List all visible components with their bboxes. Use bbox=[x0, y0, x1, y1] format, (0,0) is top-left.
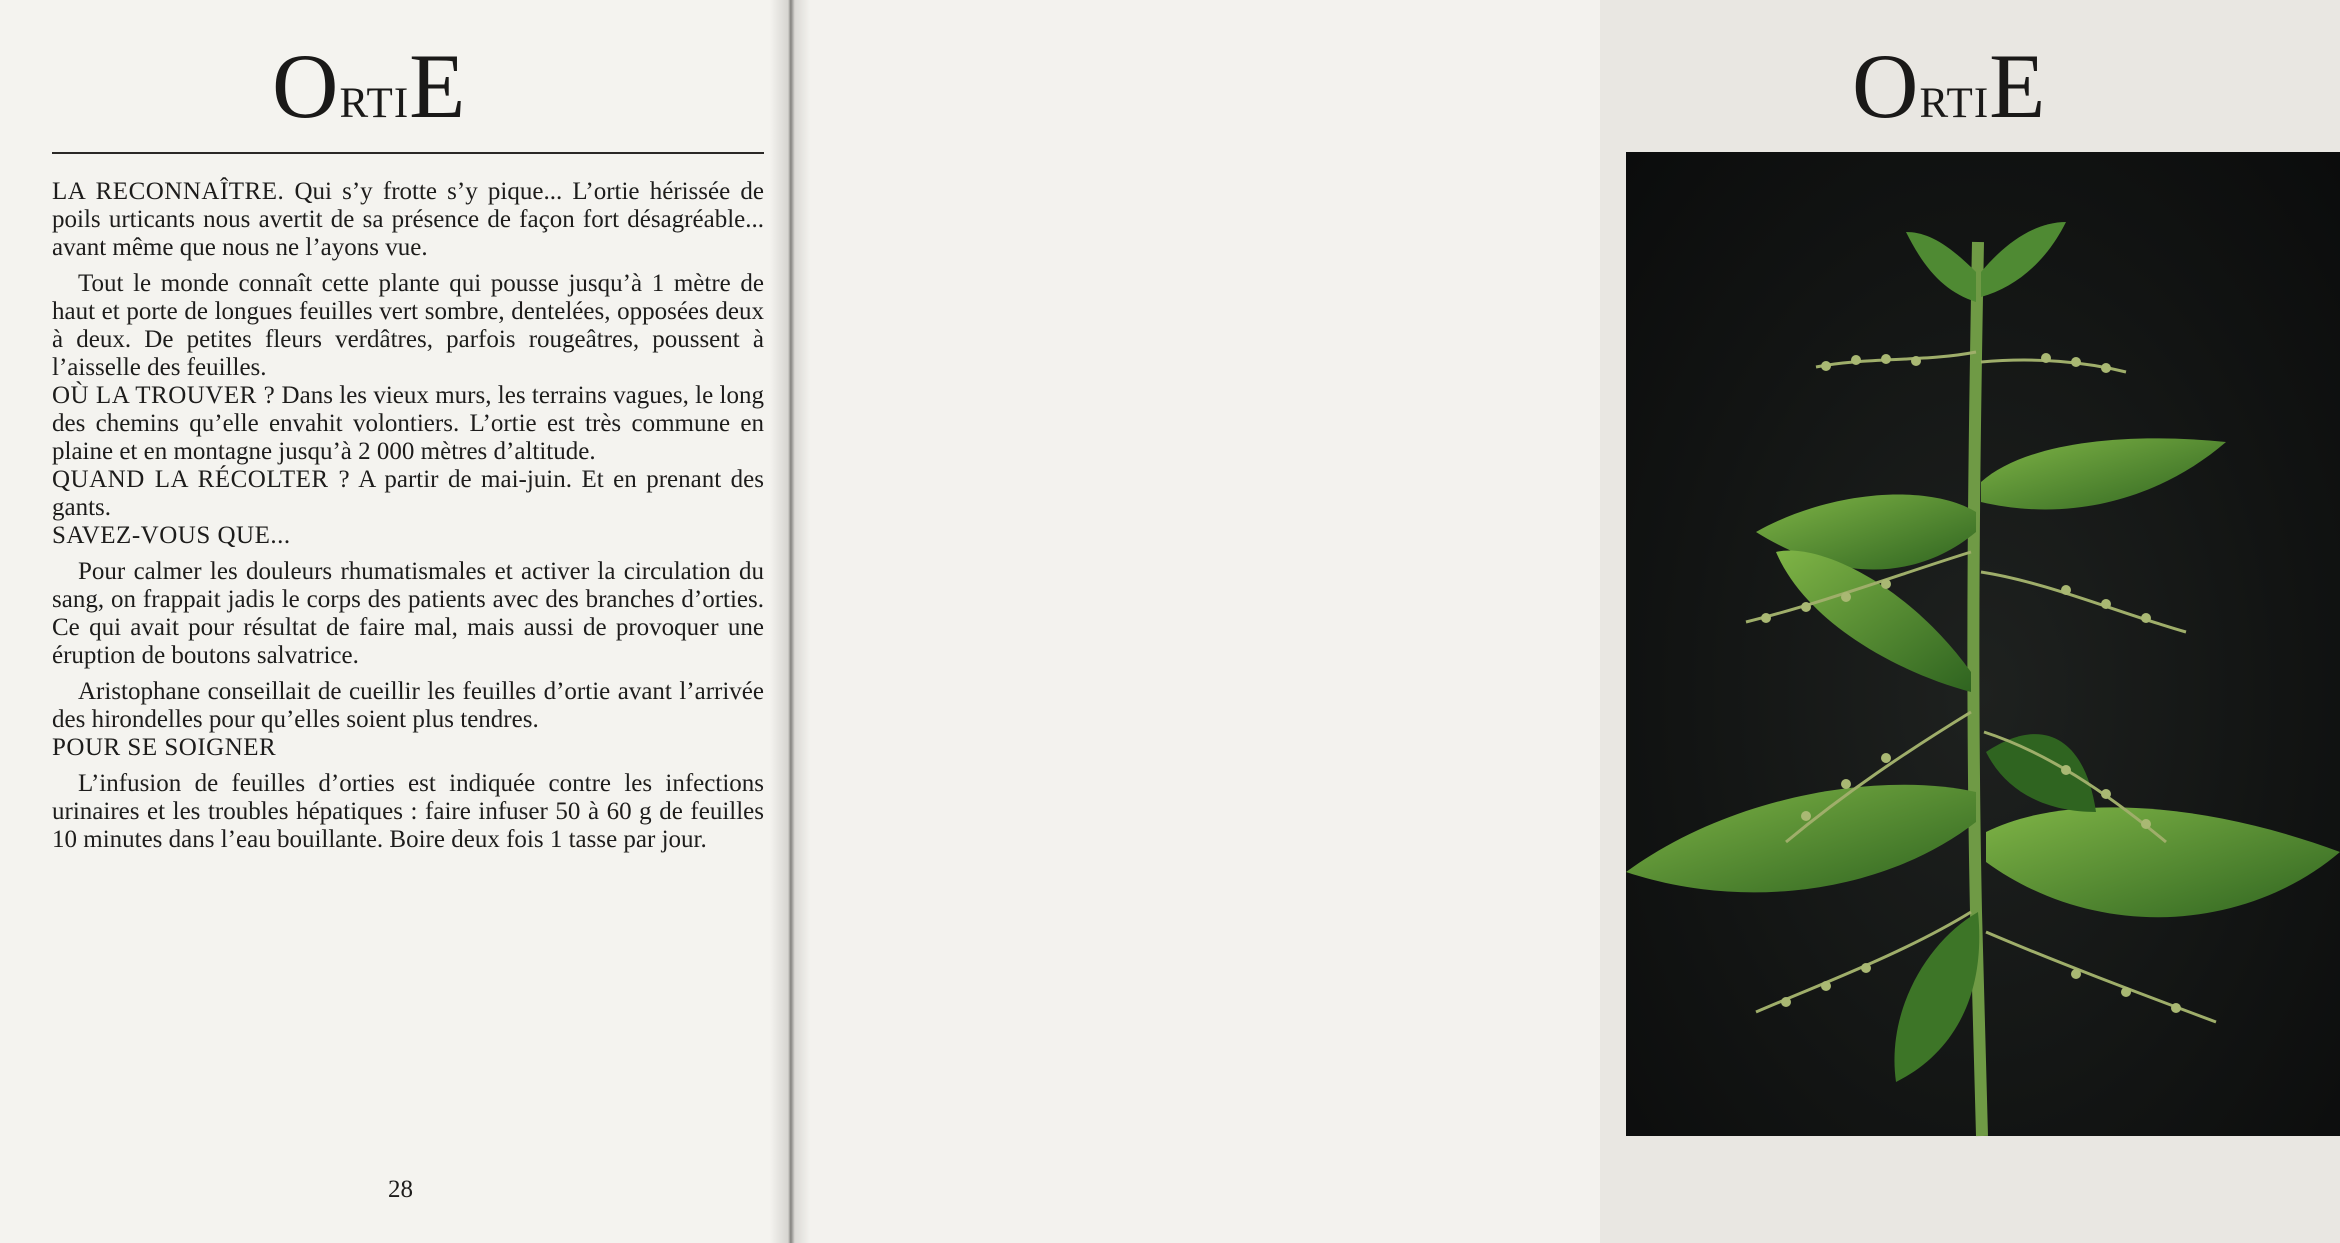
paragraph-recolter bbox=[52, 466, 764, 522]
title-letters: rti bbox=[1919, 63, 1990, 131]
title-letter: O bbox=[1852, 35, 1920, 137]
title-letters: rti bbox=[339, 63, 410, 131]
page-number: 28 bbox=[388, 1176, 413, 1203]
nettle-photo bbox=[1626, 152, 2340, 1136]
paragraph-reconnaitre bbox=[52, 178, 764, 262]
heading-reconnaitre: LA RECONNAÎTRE. bbox=[52, 178, 285, 205]
paragraph-trouver bbox=[52, 382, 764, 466]
heading-recolter: QUAND LA RÉCOLTER ? bbox=[52, 466, 351, 493]
title-divider bbox=[52, 152, 764, 154]
paragraph-soigner: L’infusion de feuilles d’orties est indiquée contre les infections urinaires et les troubles hépatiques : faire infuser 50 à 60 g de feuilles 10 minutes dans l’eau bouillante. Boire deux fois 1 tasse par jour. bbox=[52, 770, 764, 853]
right-page bbox=[790, 0, 2047, 1243]
nettle-plant-illustration bbox=[1626, 152, 2340, 1136]
leaf-shape bbox=[1986, 734, 2096, 812]
title-letter: O bbox=[272, 35, 340, 137]
text-reconnaitre: Qui s’y frotte s’y pique... L’ortie hérissée de poils urticants nous avertit de sa présence de façon fort désagréable... avant même que nous ne l’ayons vue. bbox=[52, 178, 764, 261]
title-letter: E bbox=[409, 35, 467, 137]
stem-shape bbox=[1973, 242, 1982, 1136]
leaf-shape bbox=[1626, 785, 1976, 893]
article-body bbox=[52, 178, 764, 854]
left-page-title bbox=[272, 35, 467, 137]
leaf-shape bbox=[1981, 438, 2226, 509]
heading-soigner: POUR SE SOIGNER bbox=[52, 734, 277, 761]
paragraph-description: Tout le monde connaît cette plante qui pousse jusqu’à 1 mètre de haut et porte de longues feuilles vert sombre, dentelées, opposées deux à deux. De petites fleurs verdâtres, parfois rougeâtres, poussent à l’aisselle des feuilles. bbox=[52, 270, 764, 381]
leaf-shape bbox=[1986, 807, 2340, 917]
leaf-shape bbox=[1906, 232, 1976, 302]
left-page bbox=[0, 0, 790, 1243]
heading-trouver: OÙ LA TROUVER ? bbox=[52, 382, 276, 409]
leaf-shape bbox=[1776, 551, 1971, 693]
text-recolter: A partir de mai-juin. Et en prenant des gants. bbox=[52, 466, 764, 521]
paragraph-savez-2: Aristophane conseillait de cueillir les feuilles d’ortie avant l’arrivée des hirondelles pour qu’elles soient plus tendres. bbox=[52, 678, 764, 733]
right-page-title bbox=[1852, 35, 2047, 137]
text-trouver: Dans les vieux murs, les terrains vagues, le long des chemins qu’elle envahit volontiers. L’ortie est très commune en plaine et en montagne jusqu’à 2 000 mètres d’altitude. bbox=[52, 382, 764, 465]
leaf-shape bbox=[1981, 222, 2066, 297]
title-letter: E bbox=[1989, 35, 2047, 137]
heading-savez: SAVEZ-VOUS QUE... bbox=[52, 522, 291, 549]
paragraph-savez-1: Pour calmer les douleurs rhumatismales et activer la circulation du sang, on frappait jadis le corps des patients avec des branches d’orties. Ce qui avait pour résultat de faire mal, mais aussi de provoquer une éruption de boutons salvatrice. bbox=[52, 558, 764, 669]
leaf-shape bbox=[1894, 912, 1979, 1082]
